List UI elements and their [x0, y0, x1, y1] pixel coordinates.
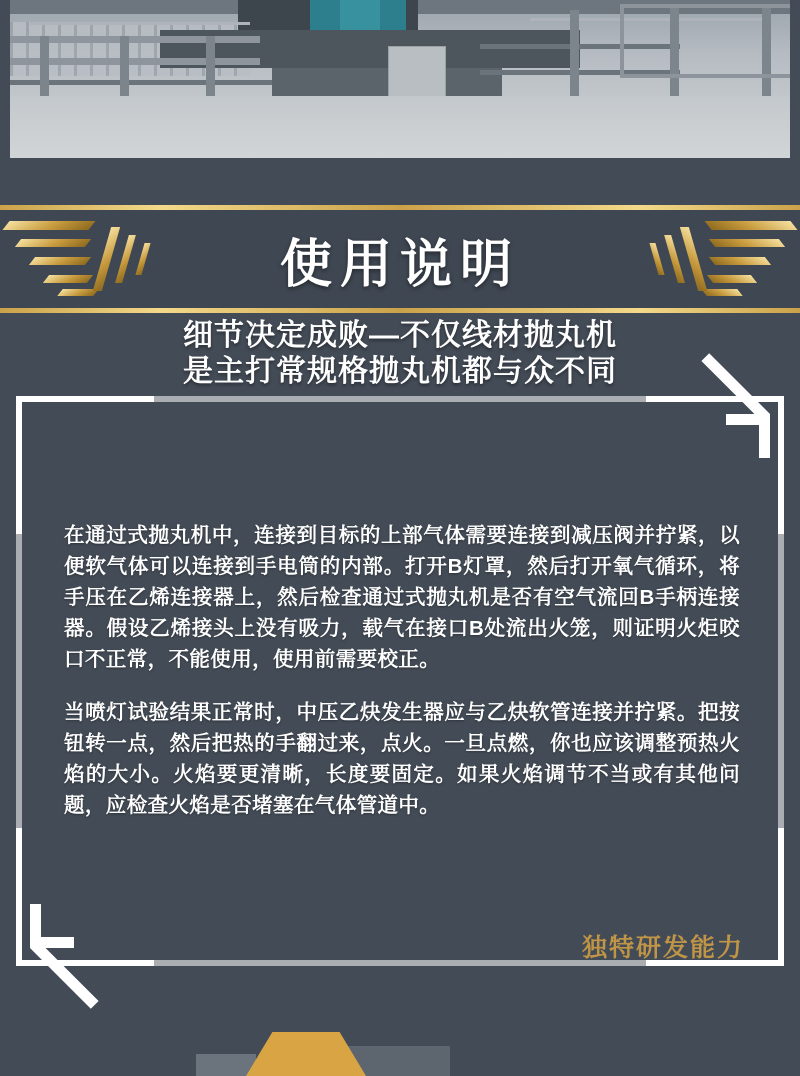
arrow-down-left-icon: [30, 852, 126, 948]
frame-edge-left: [16, 528, 22, 834]
hero-photo-band: [0, 0, 800, 168]
bottom-shape-orange: [246, 1032, 366, 1076]
instruction-paragraph-1: 在通过式抛丸机中，连接到目标的上部气体需要连接到减压阀并拧紧，以便软气体可以连接到手电筒的内部。打开B灯罩，然后打开氧气循环，将手压在乙烯连接器上，然后检查通过式抛丸机是否有空气流回B手柄连接器。假设乙烯接头上没有吸力，载气在接口B处流出火笼，则证明火炬咬口不正常，不能使用，使用前需要校正。: [64, 524, 740, 671]
photo-control-box: [388, 46, 446, 100]
bottom-photo-strip: [0, 1018, 800, 1076]
arrow-up-right-icon: [674, 414, 770, 510]
photo-rail: [10, 80, 272, 85]
photo-machine-base: [272, 68, 502, 98]
section-title-banner: [0, 205, 800, 313]
frame-edge-bottom: [148, 960, 652, 966]
subtitle-line-2: 是主打常规格抛丸机都与众不同: [183, 355, 617, 388]
subtitle-block: [0, 318, 800, 390]
machine-photo: [10, 0, 790, 158]
watermark-text: 独特研发能力: [581, 934, 744, 962]
instruction-paragraph-2: 当喷灯试验结果正常时，中压乙炔发生器应与乙炔软管连接并拧紧。把按钮转一点，然后把热的手翻过来，点火。一旦点燃，你也应该调整预热火焰的大小。火焰要更清晰，长度要固定。如果火焰调节不当或有其他问题，应检查火焰是否堵塞在气体管道中。: [64, 701, 740, 817]
photo-floor: [10, 96, 790, 158]
bottom-shape-gray-small: [196, 1054, 256, 1076]
frame-edge-top: [148, 396, 652, 402]
photo-truss: [30, 22, 250, 25]
photo-right-frame: [620, 4, 790, 78]
frame-corner-top-left: [16, 396, 154, 534]
frame-edge-right: [778, 528, 784, 834]
subtitle-line-1: 细节决定成败—不仅线材抛丸机: [183, 319, 617, 352]
page-title: 使用说明: [279, 235, 520, 294]
instructions-body: [64, 520, 740, 821]
